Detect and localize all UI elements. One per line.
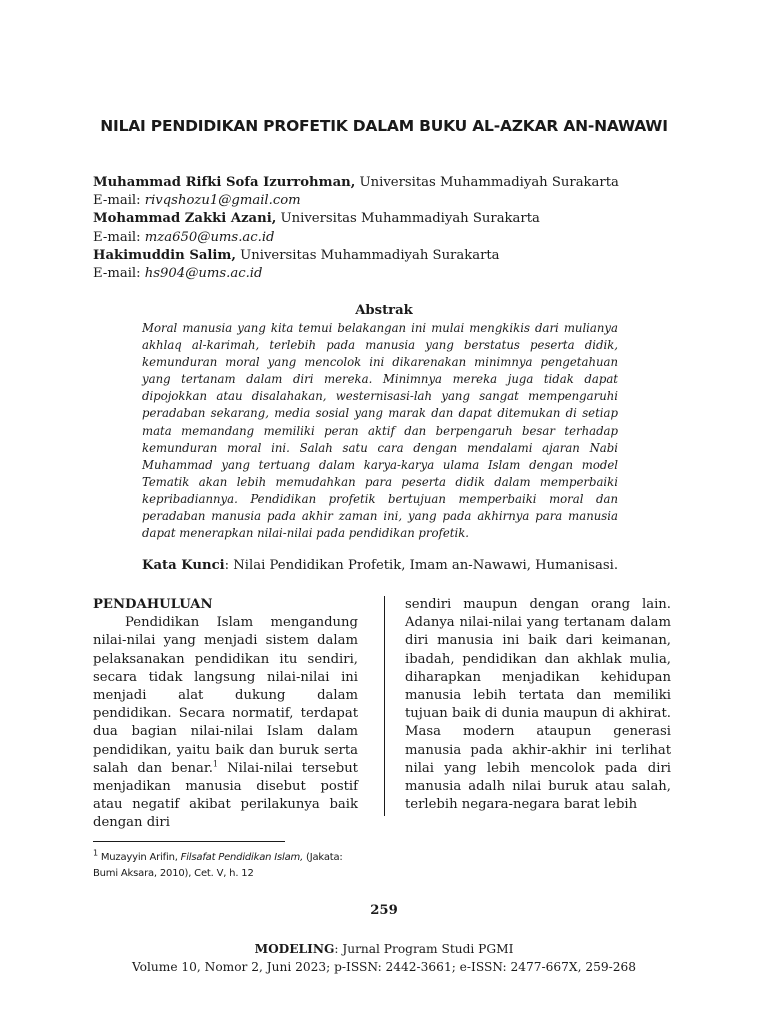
journal-name: MODELING [254, 942, 335, 956]
author-name: Hakimuddin Salim, [93, 247, 236, 263]
keywords-text: : Nilai Pendidikan Profetik, Imam an-Nawawi, Humanisasi. [224, 558, 619, 573]
journal-footer [0, 941, 768, 976]
paper-title: NILAI PENDIDIKAN PROFETIK DALAM BUKU AL-AZKAR AN-NAWAWI [100, 117, 668, 135]
author-affiliation: Universitas Muhammadiyah Surakarta [276, 211, 540, 227]
author-1 [93, 174, 693, 192]
body-paragraph [93, 614, 358, 832]
journal-name-line [0, 941, 768, 959]
footnote [93, 850, 363, 882]
keywords-label: Kata Kunci [142, 558, 225, 573]
left-column [93, 596, 358, 833]
email-address: hs904@ums.ac.id [144, 266, 263, 282]
email-address: mza650@ums.ac.id [144, 229, 275, 245]
author-name: Muhammad Rifki Sofa Izurrohman, [93, 175, 356, 190]
email-label: E-mail: [93, 193, 145, 209]
body-text-cont: Nilai-nilai tersebut menjadikan manusia disebut postif atau negatif akibat perilakunya baik dengan diri [93, 760, 358, 831]
footnote-rule [93, 841, 285, 842]
column-divider [384, 596, 385, 816]
footnote-details: (Jakata: Bumi Aksara, 2010), Cet. V, h. 12 [93, 852, 343, 879]
footnote-book-title: Filsafat Pendidikan Islam, [180, 852, 304, 863]
author-name: Mohammad Zakki Azani, [93, 211, 277, 227]
email-address: rivqshozu1@gmail.com [144, 193, 301, 209]
author-1-email [93, 192, 693, 210]
section-heading: PENDAHULUAN [93, 597, 213, 612]
author-2 [93, 210, 693, 228]
footnote-mark: 1 [93, 848, 98, 858]
author-block [93, 174, 693, 283]
author-affiliation: Universitas Muhammadiyah Surakarta [355, 175, 619, 190]
body-paragraph: sendiri maupun dengan orang lain. Adanya nilai-nilai yang tertanam dalam diri manusia ini baik dari keimanan, ibadah, pendidikan dan akhlak mulia, diharapkan menjadikan kehidupan manusia lebih tertata dan memiliki tujuan baik di dunia maupun di akhirat. Masa modern ataupun generasi manusia pada akhir-akhir ini terlihat nilai yang lebih mencolok pada diri manusia adalh nilai buruk atau salah, terlebih negara-negara barat lebih [405, 597, 671, 813]
abstract-text: Moral manusia yang kita temui belakangan ini mulai mengkikis dari mulianya akhlaq al-karimah, terlebih pada manusia yang berstatus peserta didik, kemunduran moral yang mencolok ini dikarenakan minimnya pengetahuan yang tertanam dalam diri mereka. Minimnya mereka juga tidak dapat dipojokkan atau disalahakan, westernisasi-lah yang sangat mempengaruhi peradaban sekarang, media sosial yang marak dan dapat ditemukan di setiap mata memandang memiliki peran aktif dan berpengaruh besar terhadap kemunduran moral ini. Salah satu cara dengan mendalami ajaran Nabi Muhammad yang tertuang dalam karya-karya ulama Islam dengan model Tematik akan lebih memudahkan para peserta didik dalam memperbaiki kepribadiannya. Pendidikan profetik bertujuan memperbaiki moral dan peradaban manusia pada akhir zaman ini, yang pada akhirnya para manusia dapat menerapkan nilai-nilai pada pendidikan profetik. [142, 321, 618, 541]
author-3 [93, 247, 693, 265]
page-number: 259 [370, 903, 398, 918]
author-affiliation: Universitas Muhammadiyah Surakarta [235, 247, 500, 263]
email-label: E-mail: [93, 266, 145, 282]
right-column [405, 596, 671, 814]
keywords [142, 558, 662, 573]
journal-name-rest: : Jurnal Program Studi PGMI [334, 942, 514, 956]
author-2-email [93, 229, 693, 247]
author-3-email [93, 265, 693, 283]
footnote-author: Muzayyin Arifin, [97, 852, 181, 863]
email-label: E-mail: [93, 229, 145, 245]
journal-issue: Volume 10, Nomor 2, Juni 2023; p-ISSN: 2442-3661; e-ISSN: 2477-667X, 259-268 [132, 959, 636, 974]
abstract-heading: Abstrak [355, 303, 413, 318]
footnote-reference[interactable]: 1 [212, 759, 218, 769]
body-text: Pendidikan Islam mengandung nilai-nilai yang menjadi sistem dalam pelaksanakan pendidikan itu sendiri, secara tidak langsung nilai-nilai ini menjadi alat dukung dalam pendidikan. Secara normatif, terdapat dua bagian nilai-nilai Islam dalam pendidikan, yaitu baik dan buruk serta salah dan benar. [93, 615, 358, 776]
